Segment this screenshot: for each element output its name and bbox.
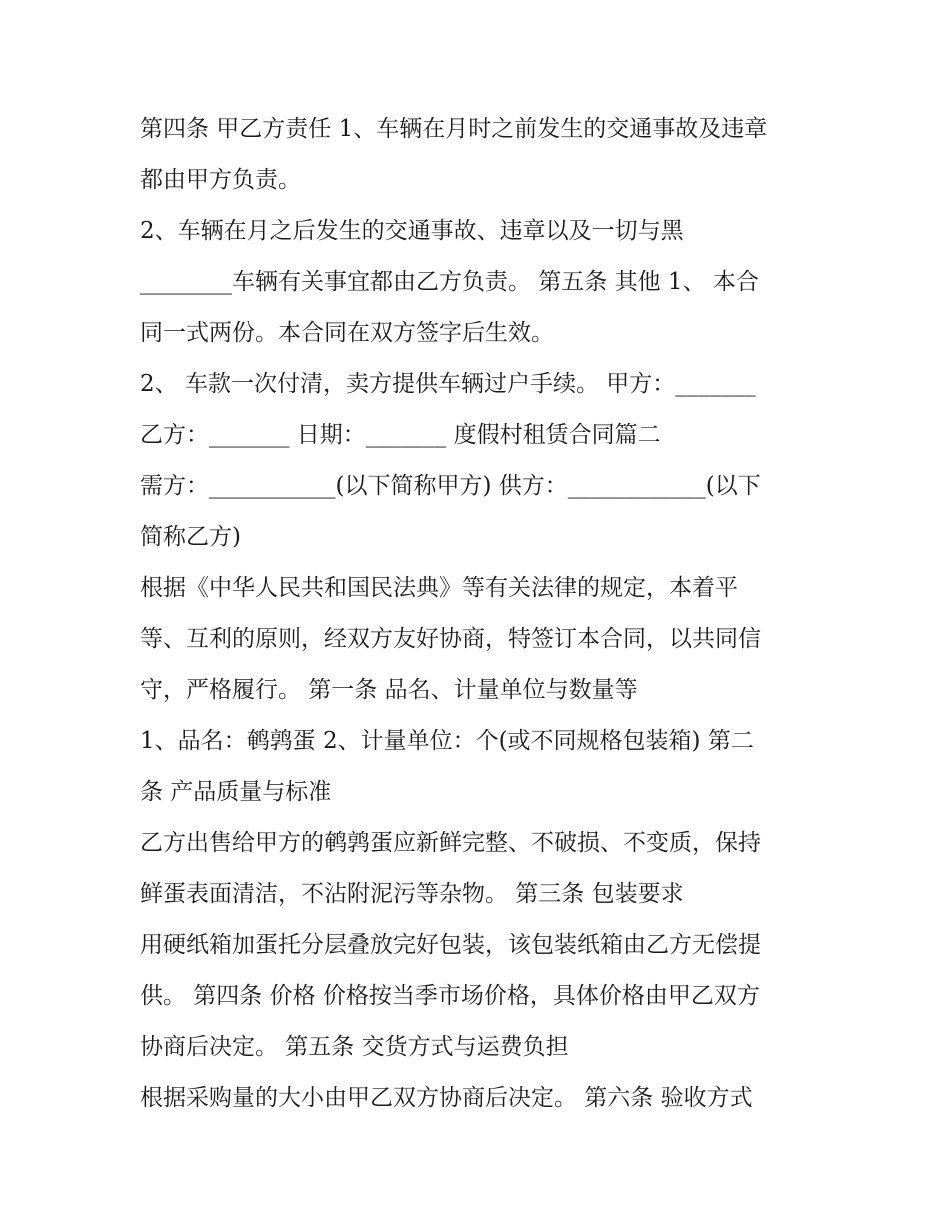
text-line: 鲜蛋表面清洁，不沾附泥污等杂物。 第三条 包装要求 bbox=[140, 881, 684, 907]
text-line: 2、 车款一次付清，卖方提供车辆过户手续。 甲方：_______ bbox=[140, 371, 756, 397]
text-line: 等、互利的原则，经双方友好协商，特签订本合同，以共同信 bbox=[140, 626, 761, 652]
text-line: 简称乙方) bbox=[140, 524, 241, 550]
text-line: 1、品名：鹌鹑蛋 2、计量单位：个(或不同规格包装箱) 第二 bbox=[140, 728, 754, 754]
text-line: ________车辆有关事宜都由乙方负责。 第五条 其他 1、 本合 bbox=[140, 269, 759, 295]
text-line: 需方：___________(以下简称甲方) 供方：____________(以下 bbox=[140, 473, 761, 499]
text-line: 都由甲方负责。 bbox=[140, 167, 301, 193]
text-line: 乙方：_______ 日期：_______ 度假村租赁合同篇二 bbox=[140, 422, 661, 448]
text-line: 根据采购量的大小由甲乙双方协商后决定。 第六条 验收方式 bbox=[140, 1085, 753, 1111]
text-line: 协商后决定。 第五条 交货方式与运费负担 bbox=[140, 1034, 569, 1060]
text-line: 2、车辆在月之后发生的交通事故、违章以及一切与黑 bbox=[140, 218, 684, 244]
text-line: 条 产品质量与标准 bbox=[140, 779, 332, 805]
text-line: 守，严格履行。 第一条 品名、计量单位与数量等 bbox=[140, 677, 638, 703]
text-line: 第四条 甲乙方责任 1、车辆在月时之前发生的交通事故及违章 bbox=[140, 116, 768, 142]
text-line: 用硬纸箱加蛋托分层叠放完好包装，该包装纸箱由乙方无偿提 bbox=[140, 932, 761, 958]
text-line: 根据《中华人民共和国民法典》等有关法律的规定，本着平 bbox=[140, 575, 738, 601]
text-line: 供。 第四条 价格 价格按当季市场价格，具体价格由甲乙双方 bbox=[140, 983, 760, 1009]
text-line: 乙方出售给甲方的鹌鹑蛋应新鲜完整、不破损、不变质，保持 bbox=[140, 830, 761, 856]
text-line: 同一式两份。本合同在双方签字后生效。 bbox=[140, 320, 554, 346]
